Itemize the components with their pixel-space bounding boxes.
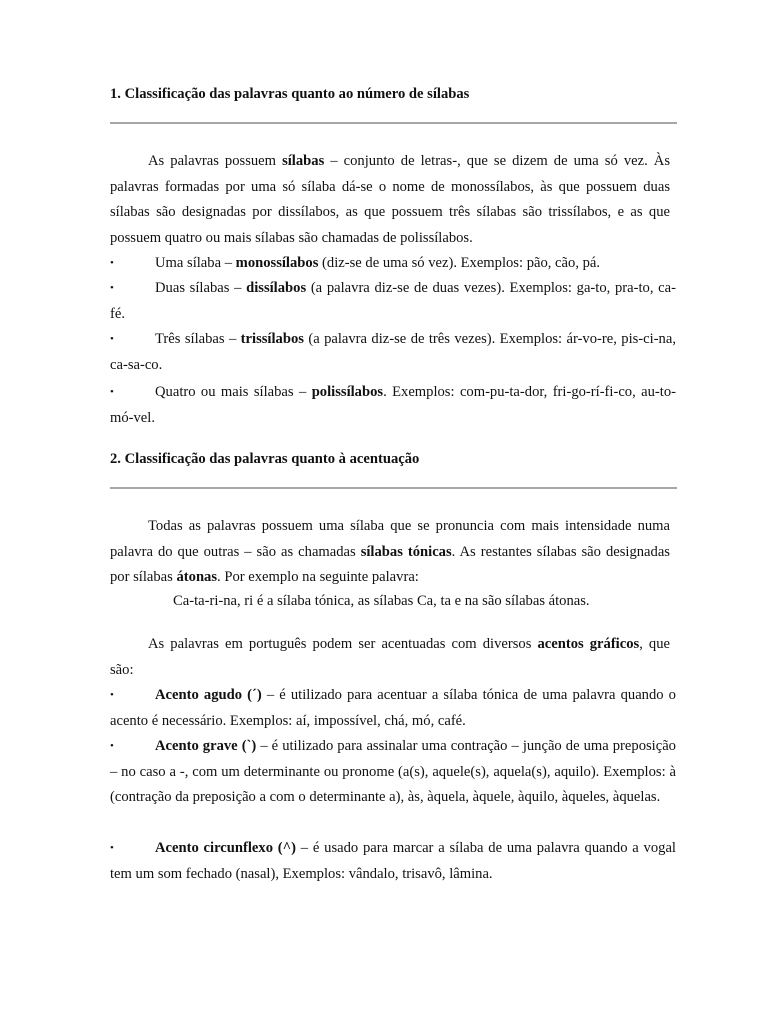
bullet-icon: •: [110, 257, 114, 269]
bullet-icon: •: [110, 842, 114, 854]
bullet-icon: •: [110, 333, 114, 345]
list-item-polissilabos: • Quatro ou mais sílabas – polissílabos. Exemplos: com-pu-ta-dor, fri-go-rí-fi-co, au-to-mó-vel.: [110, 380, 676, 431]
section-1-divider: [110, 122, 677, 124]
list-item-acento-agudo: • Acento agudo (´) – é utilizado para acentuar a sílaba tónica de uma palavra quando o acento é necessário. Exemplos: aí, impossível, chá, mó, café.: [110, 683, 676, 734]
list-item-trissilabos: • Três sílabas – trissílabos (a palavra diz-se de três vezes). Exemplos: ár-vo-re, pis-ci-na, ca-sa-co.: [110, 327, 676, 378]
section-2-accents-paragraph: As palavras em português podem ser acentuadas com diversos acentos gráficos, que são:: [110, 636, 671, 678]
list-item-dissilabos: • Duas sílabas – dissílabos (a palavra diz-se de duas vezes). Exemplos: ga-to, pra-to, ca-fé.: [110, 276, 676, 327]
example-line: Ca-ta-ri-na, ri é a sílaba tónica, as sílabas Ca, ta e na são sílabas átonas.: [173, 593, 590, 609]
bullet-icon: •: [110, 386, 114, 398]
bullet-icon: •: [110, 740, 114, 752]
section-2-heading: 2. Classificação das palavras quanto à acentuação: [110, 451, 420, 467]
section-1-heading: 1. Classificação das palavras quanto ao número de sílabas: [110, 86, 470, 102]
bullet-icon: •: [110, 689, 114, 701]
bullet-icon: •: [110, 282, 114, 294]
list-item-acento-grave: • Acento grave (`) – é utilizado para assinalar uma contração – junção de uma preposição – no caso a -, com um determinante ou pronome (a(s), aquele(s), aquela(s), aquilo). Exemplos: à (contração da preposição a com o determinante a), às, àquela, àquele, àquilo, àqueles, àquelas.: [110, 734, 676, 811]
list-item-monossilabos: • Uma sílaba – monossílabos (diz-se de uma só vez). Exemplos: pão, cão, pá.: [110, 251, 676, 277]
section-2-tonic-paragraph: Todas as palavras possuem uma sílaba que se pronuncia com mais intensidade numa palavra do que outras – são as chamadas sílabas tónicas. As restantes sílabas são designadas por sílabas átonas. Por exemplo na seguinte palavra:: [110, 518, 670, 585]
section-1-intro-paragraph: As palavras possuem sílabas – conjunto de letras-, que se dizem de uma só vez. Às palavras formadas por uma só sílaba dá-se o nome de monossílabos, às que possuem duas sílabas são designadas por dissílabos, as que possuem três sílabas são trissílabos, e as que possuem quatro ou mais sílabas são chamadas de polissílabos.: [110, 153, 670, 246]
list-item-acento-circunflexo: • Acento circunflexo (^) – é usado para marcar a sílaba de uma palavra quando a vogal tem um som fechado (nasal), Exemplos: vândalo, trisavô, lâmina.: [110, 836, 676, 887]
section-2-divider: [110, 487, 677, 489]
